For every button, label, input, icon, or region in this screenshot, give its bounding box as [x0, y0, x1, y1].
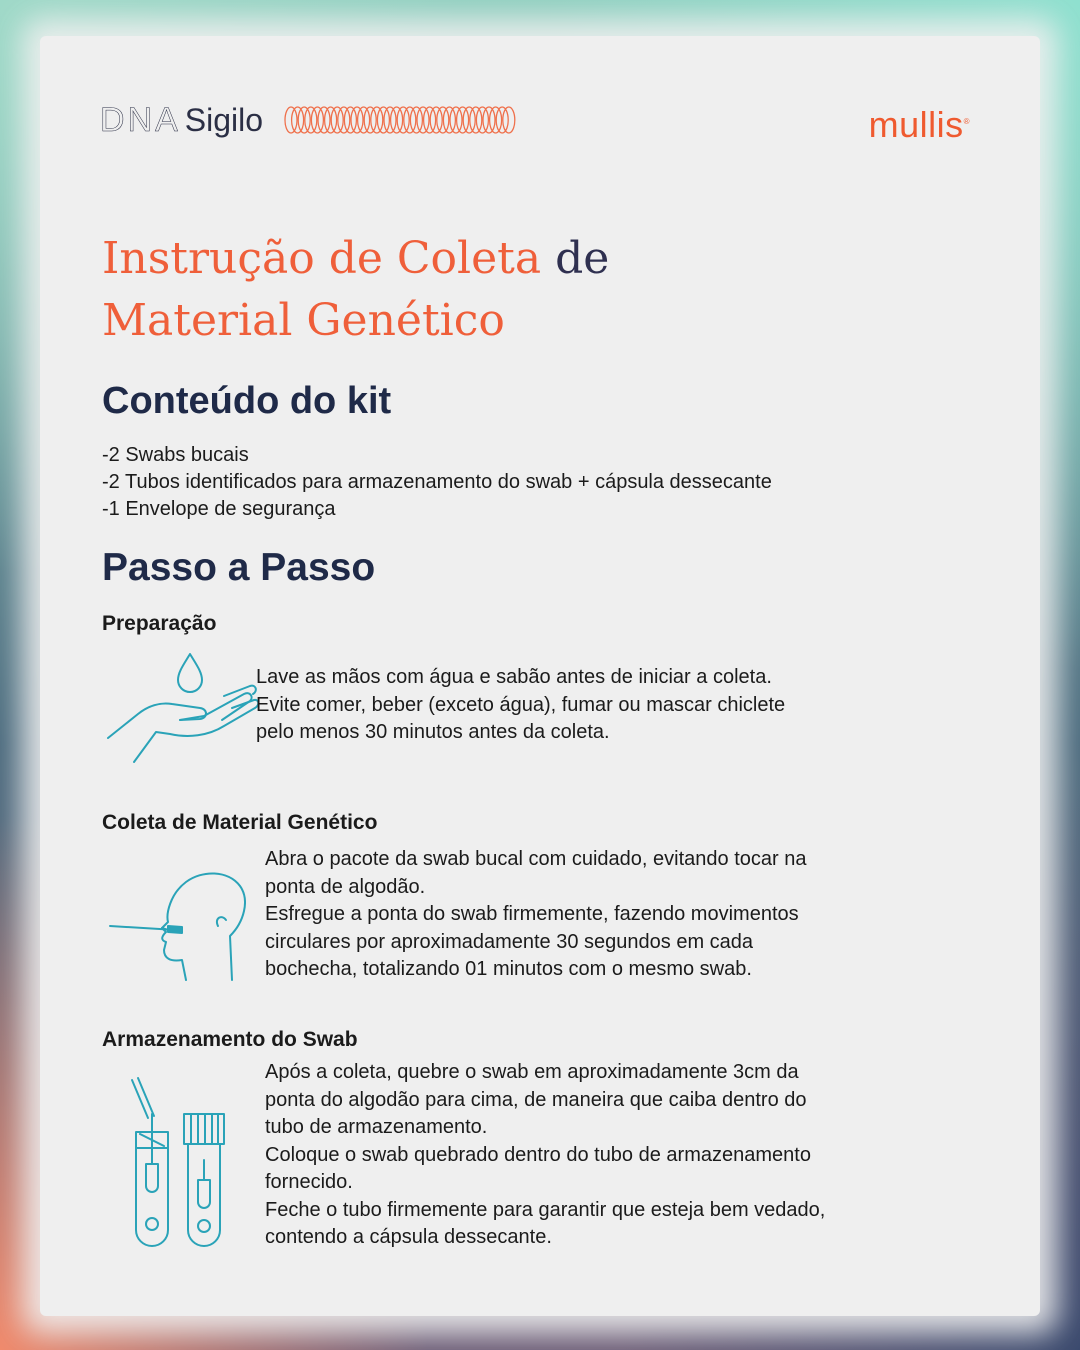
- kit-item: -2 Swabs bucais: [102, 444, 249, 466]
- coleta-title: Coleta de Material Genético: [102, 811, 378, 834]
- dna-sigilo-logo: [100, 100, 519, 140]
- armazenamento-line: Feche o tubo firmemente para garantir que esteja bem vedado,: [265, 1198, 826, 1221]
- swab-tubes-icon: [126, 1074, 232, 1254]
- coleta-line: Abra o pacote da swab bucal com cuidado, evitando tocar na: [265, 848, 807, 870]
- armazenamento-line: Após a coleta, quebre o swab em aproximadamente 3cm da: [265, 1061, 799, 1083]
- title-line1-dark: de: [555, 233, 610, 284]
- head-swab-icon: [106, 856, 246, 984]
- page-title: [102, 228, 609, 352]
- coleta-line: ponta de algodão.: [265, 875, 426, 898]
- preparacao-line: pelo menos 30 minutos antes da coleta.: [256, 721, 610, 743]
- armazenamento-title: Armazenamento do Swab: [102, 1028, 358, 1051]
- dna-logo-mark: DNA: [100, 100, 181, 139]
- title-line2: Material Genético: [102, 295, 505, 346]
- armazenamento-line: ponta do algodão para cima, de maneira que caiba dentro do: [265, 1088, 807, 1111]
- coleta-line: circulares por aproximadamente 30 segundos em cada: [265, 930, 754, 953]
- kit-list: [102, 442, 772, 523]
- header: [100, 100, 970, 150]
- mullis-logo: [869, 104, 970, 146]
- preparacao-title: Preparação: [102, 612, 217, 635]
- kit-item: -1 Envelope de segurança: [102, 498, 336, 520]
- registered-mark: ®: [963, 117, 970, 126]
- kit-item: -2 Tubos identificados para armazenamento do swab + cápsula dessecante: [102, 471, 772, 493]
- preparacao-line: Evite comer, beber (exceto água), fumar ou mascar chiclete: [256, 693, 786, 716]
- armazenamento-line: fornecido.: [265, 1171, 353, 1193]
- armazenamento-line: contendo a cápsula dessecante.: [265, 1226, 552, 1248]
- preparacao-line: Lave as mãos com água e sabão antes de iniciar a coleta.: [256, 666, 772, 688]
- title-line1-orange: Instrução de Coleta: [102, 233, 542, 284]
- coleta-text: [265, 846, 806, 984]
- mullis-logo-text: mullis: [868, 104, 964, 145]
- preparacao-text: [256, 664, 785, 747]
- armazenamento-line: tubo de armazenamento.: [265, 1116, 488, 1138]
- kit-heading: Conteúdo do kit: [102, 380, 392, 422]
- hand-water-icon: [104, 650, 260, 768]
- armazenamento-line: Coloque o swab quebrado dentro do tubo de armazenamento: [265, 1143, 811, 1166]
- sigilo-logo-text: Sigilo: [184, 101, 264, 138]
- coleta-line: Esfregue a ponta do swab firmemente, fazendo movimentos: [265, 903, 799, 925]
- armazenamento-text: [265, 1059, 825, 1252]
- coleta-line: bochecha, totalizando 01 minutos com o mesmo swab.: [265, 958, 752, 980]
- coil-icon: [283, 104, 519, 136]
- steps-heading: Passo a Passo: [102, 546, 376, 589]
